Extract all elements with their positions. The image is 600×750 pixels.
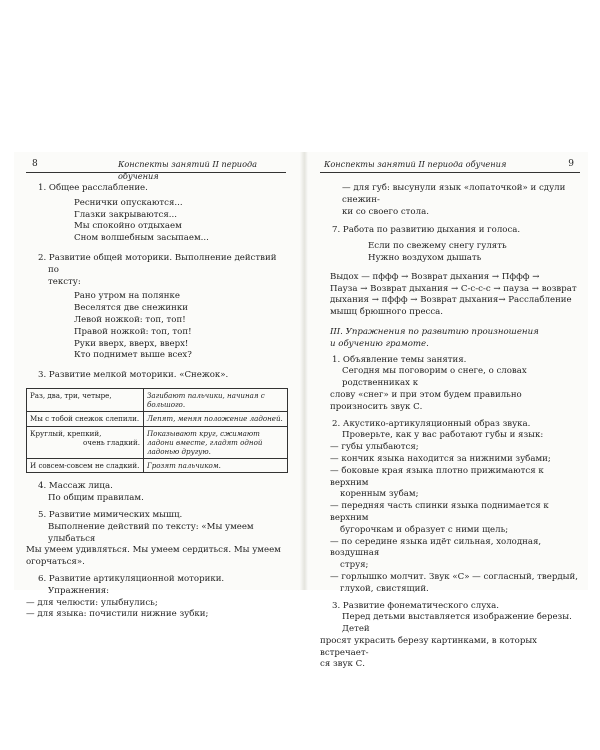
motor-table — [26, 388, 288, 473]
item-heading: 2. Акустико-артикуляционный образ звука. — [332, 418, 531, 429]
item-heading: 6. Развитие артикуляционной моторики. Упражнения: — [38, 573, 225, 596]
text-line: Пауза → Возврат дыхания → С-с-с-с → пауза → возврат — [330, 283, 577, 294]
verse-line: Рано утром на полянке — [74, 291, 180, 302]
section-breathing — [320, 225, 580, 319]
text-line: дыхания → пффф → Возврат дыхания→ Расслабление — [330, 295, 572, 306]
item-heading: 7. Работа по развитию дыхания и голоса. — [332, 225, 521, 236]
section-mimic-muscles — [26, 510, 286, 569]
verse-line: Левой ножкой: топ, топ! — [74, 314, 186, 325]
item-heading: 4. Массаж лица. — [38, 481, 113, 492]
dash-line-cont: коренным зубам; — [340, 489, 419, 500]
table-cell-action: Лепят, меняя положение ладоней. — [144, 412, 288, 426]
breathing-sequence — [320, 272, 580, 319]
left-page-header — [26, 158, 286, 181]
item-heading: 5. Развитие мимических мышц. — [38, 509, 183, 520]
section-general-relaxation — [26, 183, 286, 245]
dash-line: — для губ: высунули язык «лопаточкой» и сдули снежин- — [342, 183, 566, 205]
verse — [26, 198, 286, 245]
verse-line: Мы спокойно отдыхаем — [74, 221, 182, 232]
verse-line: Нужно воздухом дышать — [368, 252, 482, 263]
table-cell-text: Раз, два, три, четыре, — [27, 388, 144, 411]
table-row — [27, 426, 288, 459]
running-title: Конспекты занятий II периода обучения — [324, 159, 507, 169]
section-title — [320, 327, 580, 351]
dash-line-cont: ки со своего стола. — [342, 206, 429, 217]
table-cell-action: Загибают пальчики, начиная с большого. — [144, 388, 288, 411]
verse-line: Веселятся две снежинки — [74, 303, 188, 314]
table-cell-action: Грозят пальчиком. — [144, 459, 288, 473]
verse-line: Руки вверх, вверх, вверх! — [74, 338, 189, 349]
table-cell-line: Круглый, крепкий, — [30, 428, 102, 438]
dash-line: — для языка: почистили нижние зубки; — [26, 609, 209, 620]
table-row — [27, 388, 288, 411]
section-sound-image — [320, 419, 580, 596]
dash-line-cont: бугорочкам и образует с ними щель; — [340, 524, 509, 535]
dash-line: — по середине языка идёт сильная, холодная, воздушная — [330, 536, 542, 559]
table-cell-action: Показывают круг, сжимают ладони вместе, гладят одной ладонью другую. — [144, 426, 288, 459]
table-cell-text: И совсем-совсем не сладкий. — [27, 459, 144, 473]
book-gutter — [300, 152, 308, 590]
dash-line-cont: струя; — [340, 560, 369, 571]
item-heading-cont: тексту: — [48, 276, 81, 287]
table-row — [27, 412, 288, 426]
dash-line: — горлышко молчит. Звук «С» — согласный, твердый, — [330, 571, 578, 582]
dash-line: — кончик языка находится за нижними зубами; — [330, 453, 551, 464]
verse — [320, 241, 580, 265]
dash-line: — боковые края языка плотно прижимаются к верхним — [330, 465, 544, 488]
right-page-header — [320, 158, 580, 173]
section-title-line: и обучению грамоте. — [330, 338, 429, 349]
section-articulation — [26, 574, 286, 621]
section-topic — [320, 355, 580, 414]
page-number: 9 — [568, 159, 574, 169]
item-text: Выполнение действий по тексту: «Мы умеем улыбаться — [48, 521, 254, 544]
item-text: огорчаться». — [26, 557, 85, 568]
verse-line: Сном волшебным засыпаем... — [74, 233, 209, 244]
dash-line: — передняя часть спинки языка поднимается к верхним — [330, 501, 549, 523]
running-title: Конспекты занятий II периода обучения — [118, 159, 258, 181]
item-text: Мы умеем удивляться. Мы умеем сердиться. Мы умеем — [26, 545, 281, 556]
continuation — [320, 183, 580, 218]
verse — [26, 291, 286, 362]
item-heading: 2. Развитие общей моторики. Выполнение действий по — [38, 252, 277, 275]
section-phonemic-hearing — [320, 601, 580, 672]
text-line: мышц брюшного пресса. — [330, 307, 444, 318]
dash-line: — губы улыбаются; — [330, 442, 419, 453]
page-number: 8 — [32, 159, 38, 169]
item-text: Сегодня мы поговорим о снеге, о словах родственниках к — [342, 366, 527, 389]
table-cell-text — [27, 426, 144, 459]
item-heading: 1. Объявление темы занятия. — [332, 354, 467, 365]
item-text: слову «снег» и при этом будем правильно произносить звук С. — [330, 389, 522, 412]
item-heading: 3. Развитие мелкой моторики. «Снежок». — [38, 370, 229, 381]
dash-line-cont: глухой, свистящий. — [340, 583, 429, 594]
table-cell-text: Мы с тобой снежок слепили. — [27, 412, 144, 426]
section-face-massage — [26, 481, 286, 505]
dash-list — [320, 442, 580, 595]
item-text: По общим правилам. — [48, 493, 144, 504]
verse-line: Кто поднимет выше всех? — [74, 350, 192, 361]
item-heading: 1. Общее расслабление. — [38, 183, 148, 193]
book-spread — [14, 152, 588, 670]
verse-line: Реснички опускаются... — [74, 197, 183, 208]
table-cell-line: очень гладкий. — [83, 437, 140, 447]
section-general-motor — [26, 253, 286, 362]
section-title-line: III. Упражнения по развитию произношения — [330, 326, 539, 337]
item-text: просят украсить березу картинками, в которых встречает- — [320, 635, 538, 658]
table-row — [27, 459, 288, 473]
verse-line: Если по свежему снегу гулять — [368, 241, 507, 252]
item-text: ся звук С. — [320, 659, 365, 670]
section-fine-motor — [26, 370, 286, 473]
dash-line: — для челюсти: улыбнулись; — [26, 597, 158, 608]
verse-line: Глазки закрываются... — [74, 209, 177, 220]
item-text: Проверьте, как у вас работают губы и язык: — [342, 430, 544, 441]
item-heading: 3. Развитие фонематического слуха. — [332, 600, 499, 611]
text-line: Выдох — пффф → Возврат дыхания → Пффф → — [330, 271, 540, 282]
item-text: Перед детьми выставляется изображение березы. Детей — [342, 612, 572, 635]
right-page — [320, 158, 580, 676]
left-page — [26, 158, 286, 626]
verse-line: Правой ножкой: топ, топ! — [74, 326, 192, 337]
